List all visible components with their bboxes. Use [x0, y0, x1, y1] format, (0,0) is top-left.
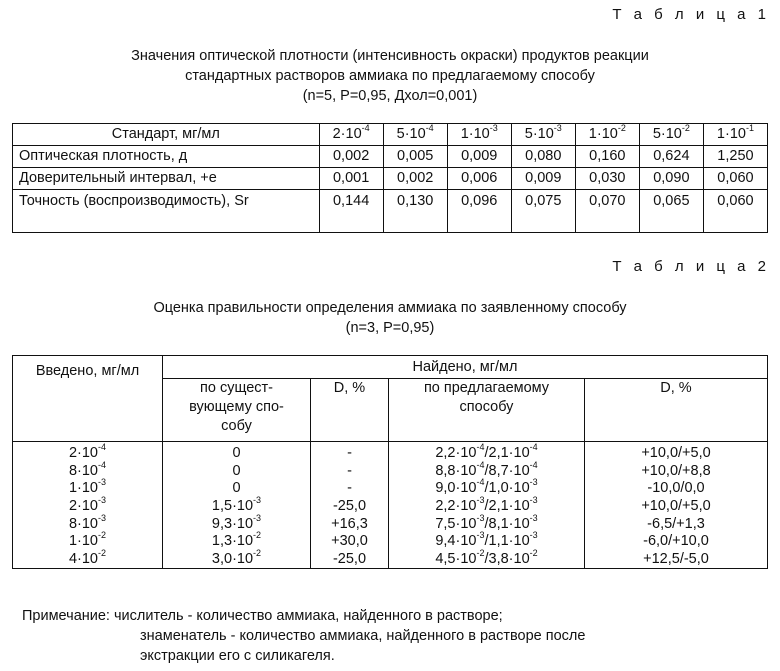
note-line-2: знаменатель - количество аммиака, найденного в растворе после [140, 628, 586, 644]
note-line-3: экстракции его с силикагеля. [140, 648, 335, 664]
table-row [13, 146, 768, 168]
value-cell: 0,001 [319, 168, 383, 190]
value-cell: 0,060 [703, 190, 767, 233]
table-row [13, 463, 768, 481]
table-row [13, 551, 768, 569]
standard-cell: $2\cdot 10^{-4}$ [319, 124, 383, 146]
deviation-proposed-cell: -6,5/+1,3 [585, 515, 768, 533]
value-cell: 0,006 [447, 168, 511, 190]
introduced-cell: $8\cdot 10^{-3}$ [68, 512, 107, 532]
value-cell: 1,250 [703, 146, 767, 168]
standard-cell: $5\cdot 10^{-4}$ [383, 124, 447, 146]
deviation-proposed-cell: -6,0/+10,0 [585, 533, 768, 551]
table1-caption: Т а б л и ц а 1 [612, 6, 770, 23]
header-deviation-proposed: D, % [585, 379, 768, 442]
introduced-cell: $4\cdot 10^{-2}$ [68, 547, 107, 567]
existing-cell: $3,0\cdot 10^{-2}$ [163, 551, 311, 569]
value-cell: 0,009 [447, 146, 511, 168]
table1-title-line: Значения оптической плотности (интенсивность окраски) продуктов реакции [131, 48, 649, 64]
table1-title-line: стандартных растворов аммиака по предлагаемому способу [185, 68, 595, 84]
value-cell: 0,144 [319, 190, 383, 233]
existing-cell: $9,3\cdot 10^{-3}$ [163, 515, 311, 533]
table-row [13, 168, 768, 190]
existing-cell: $1,5\cdot 10^{-3}$ [163, 498, 311, 516]
proposed-cell: $2,2\cdot 10^{-4}/2,1\cdot 10^{-4}$ [389, 442, 585, 463]
footnote [22, 606, 585, 666]
deviation-existing-cell: +30,0 [311, 533, 389, 551]
proposed-cell: $2,2\cdot 10^{-3}/2,1\cdot 10^{-3}$ [389, 498, 585, 516]
value-cell: 0,624 [639, 146, 703, 168]
introduced-cell: $1\cdot 10^{-2}$ [68, 530, 107, 550]
value-cell: 0,090 [639, 168, 703, 190]
proposed-cell: $8,8\cdot 10^{-4}/8,7\cdot 10^{-4}$ [389, 463, 585, 481]
existing-cell: 0 [163, 463, 311, 481]
introduced-cell: $2\cdot 10^{-3}$ [68, 495, 107, 515]
table-row [13, 480, 768, 498]
value-cell: 0,096 [447, 190, 511, 233]
header-introduced: Введено, мг/мл [13, 356, 163, 442]
existing-cell: 0 [163, 480, 311, 498]
deviation-proposed-cell: +12,5/-5,0 [585, 551, 768, 569]
row-label: Доверительный интервал, +е [13, 168, 320, 190]
value-cell: 0,160 [575, 146, 639, 168]
note-label: Примечание: [22, 608, 110, 624]
header-existing-method: по сущест-вующему спо-собу [163, 379, 311, 442]
proposed-cell: $4,5\cdot 10^{-2}/3,8\cdot 10^{-2}$ [389, 551, 585, 569]
table-row [13, 442, 768, 463]
standard-cell: $1\cdot 10^{-2}$ [575, 124, 639, 146]
table-row [13, 498, 768, 516]
table1-header-row [13, 124, 768, 146]
proposed-cell: $9,4\cdot 10^{-3}/1,1\cdot 10^{-3}$ [389, 533, 585, 551]
table1-title-line: (n=5, P=0,95, Дхол=0,001) [302, 88, 478, 104]
deviation-proposed-cell: +10,0/+5,0 [585, 498, 768, 516]
accuracy-table [12, 355, 768, 569]
row-label: Оптическая плотность, д [13, 146, 320, 168]
value-cell: 0,070 [575, 190, 639, 233]
table2-title [0, 298, 780, 338]
deviation-existing-cell: - [311, 463, 389, 481]
standard-cell: $1\cdot 10^{-3}$ [447, 124, 511, 146]
value-cell: 0,065 [639, 190, 703, 233]
row-label: Точность (воспроизводимость), Sr [13, 190, 320, 233]
proposed-cell: $9,0\cdot 10^{-4}/1,0\cdot 10^{-3}$ [389, 480, 585, 498]
introduced-cell: $8\cdot 10^{-4}$ [68, 459, 107, 479]
table2-caption: Т а б л и ц а 2 [612, 258, 770, 275]
deviation-existing-cell: +16,3 [311, 515, 389, 533]
deviation-existing-cell: -25,0 [311, 551, 389, 569]
value-cell: 0,060 [703, 168, 767, 190]
value-cell: 0,009 [511, 168, 575, 190]
existing-cell: $1,3\cdot 10^{-2}$ [163, 533, 311, 551]
table2-title-line: Оценка правильности определения аммиака по заявленному способу [153, 300, 627, 316]
table2-title-line: (n=3, P=0,95) [345, 320, 435, 336]
table-row [13, 515, 768, 533]
value-cell: 0,130 [383, 190, 447, 233]
deviation-proposed-cell: -10,0/0,0 [585, 480, 768, 498]
deviation-proposed-cell: +10,0/+8,8 [585, 463, 768, 481]
standard-cell: $5\cdot 10^{-3}$ [511, 124, 575, 146]
header-deviation-existing: D, % [311, 379, 389, 442]
value-cell: 0,005 [383, 146, 447, 168]
existing-cell: 0 [163, 442, 311, 463]
deviation-existing-cell: - [311, 480, 389, 498]
header-standard: Стандарт, мг/мл [13, 124, 320, 146]
table1-title [0, 46, 780, 106]
table2-body [13, 442, 768, 569]
standard-cell: $5\cdot 10^{-2}$ [639, 124, 703, 146]
table-row [13, 533, 768, 551]
value-cell: 0,075 [511, 190, 575, 233]
value-cell: 0,002 [383, 168, 447, 190]
value-cell: 0,080 [511, 146, 575, 168]
standards-table [12, 123, 768, 233]
table-row [13, 190, 768, 233]
value-cell: 0,002 [319, 146, 383, 168]
deviation-proposed-cell: +10,0/+5,0 [585, 442, 768, 463]
standard-cell: $1\cdot 10^{-1}$ [703, 124, 767, 146]
header-found: Найдено, мг/мл [163, 356, 768, 379]
value-cell: 0,030 [575, 168, 639, 190]
note-line-1: числитель - количество аммиака, найденного в растворе; [114, 608, 503, 624]
proposed-cell: $7,5\cdot 10^{-3}/8,1\cdot 10^{-3}$ [389, 515, 585, 533]
deviation-existing-cell: - [311, 442, 389, 463]
deviation-existing-cell: -25,0 [311, 498, 389, 516]
header-proposed-method: по предлагаемому способу [389, 379, 585, 442]
introduced-cell: $2\cdot 10^{-4}$ [68, 442, 107, 462]
introduced-cell: $1\cdot 10^{-3}$ [68, 477, 107, 497]
